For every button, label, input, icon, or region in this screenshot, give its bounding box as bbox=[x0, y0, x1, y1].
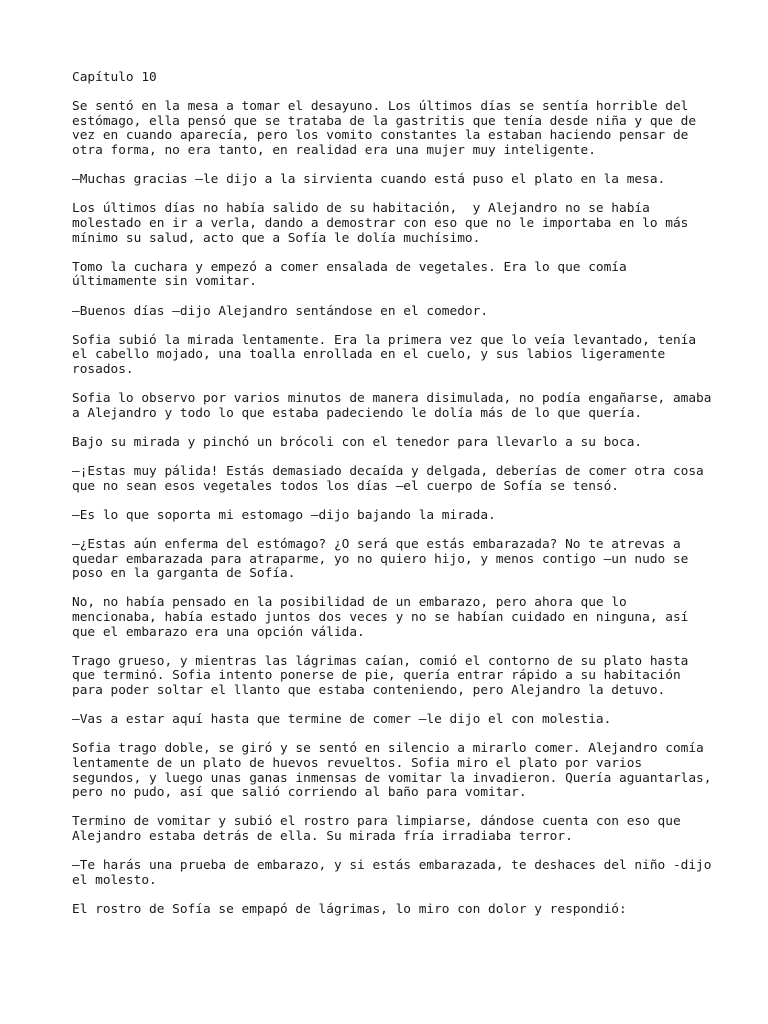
paragraph bbox=[72, 391, 712, 421]
text-line: Tomo la cuchara y empezó a comer ensalada de vegetales. Era lo que comía bbox=[72, 259, 627, 275]
text-line: Los últimos días no había salido de su habitación, y Alejandro no se había bbox=[72, 201, 650, 217]
paragraph bbox=[72, 713, 702, 728]
text-line: mínimo su salud, acto que a Sofía le dolía muchísimo. bbox=[72, 230, 481, 246]
paragraph bbox=[72, 100, 702, 158]
text-line: poso en la garganta de Sofía. bbox=[72, 566, 296, 582]
text-line: —Buenos días —dijo Alejandro sentándose en el comedor. bbox=[72, 303, 489, 319]
text-line: Trago grueso, y mientras las lágrimas caían, comió el contorno de su plato hasta bbox=[72, 653, 689, 669]
paragraph bbox=[72, 261, 702, 290]
text-line: estómago, ella pensó que se trataba de la gastritis que tenía desde niña y que de bbox=[72, 113, 697, 129]
text-line: —Muchas gracias —le dijo a la sirvienta cuando está puso el plato en la mesa. bbox=[72, 172, 666, 188]
text-line: que el embarazo era una opción válida. bbox=[72, 624, 365, 640]
text-line: que no sean esos vegetales todos los días —el cuerpo de Sofía se tensó. bbox=[72, 478, 620, 494]
text-line: rosados. bbox=[72, 361, 134, 377]
paragraph bbox=[72, 655, 702, 699]
paragraph bbox=[72, 741, 712, 801]
text-line: Bajo su mirada y pinchó un brócoli con el tenedor para llevarlo a su boca. bbox=[72, 434, 643, 450]
chapter-title: Capítulo 10 bbox=[72, 70, 157, 85]
text-line: que terminó. Sofia intento ponerse de pie, quería entrar rápido a su habitación bbox=[72, 668, 681, 684]
document-body bbox=[72, 99, 712, 917]
text-line: el cabello mojado, una toalla enrollada en el cuelo, y sus labios ligeramente bbox=[72, 347, 666, 363]
paragraph bbox=[72, 334, 702, 378]
text-line: para poder soltar el llanto que estaba conteniendo, pero Alejandro la detuvo. bbox=[72, 682, 666, 698]
paragraph bbox=[72, 815, 702, 844]
paragraph bbox=[72, 596, 702, 640]
text-line: quedar embarazada para atraparme, yo no quiero hijo, y menos contigo —un nudo se bbox=[72, 551, 689, 567]
text-line: —¿Estas aún enferma del estómago? ¿O será que estás embarazada? No te atrevas a bbox=[72, 537, 681, 552]
text-line: pero no pudo, así que salió corriendo al baño para vomitar. bbox=[72, 785, 527, 801]
text-line: segundos, y luego unas ganas inmensas de vomitar la invadieron. Quería aguantarlas, bbox=[72, 770, 712, 786]
text-line: mencionaba, había estado juntos dos veces y no se habían cuidado en ninguna, así bbox=[72, 609, 689, 625]
text-line: El rostro de Sofía se empapó de lágrimas, lo miro con dolor y respondió: bbox=[72, 901, 627, 917]
paragraph bbox=[72, 465, 702, 494]
text-line: —Es lo que soporta mi estomago —dijo bajando la mirada. bbox=[72, 507, 496, 523]
text-line: vez en cuando aparecía, pero los vomito constantes la estaban haciendo pensar de bbox=[72, 128, 689, 144]
text-line: —Vas a estar aquí hasta que termine de comer —le dijo el con molestia. bbox=[72, 712, 612, 728]
paragraph bbox=[72, 538, 702, 582]
text-line: Termino de vomitar y subió el rostro para limpiarse, dándose cuenta con eso que bbox=[72, 814, 681, 830]
text-line: Se sentó en la mesa a tomar el desayuno. Los últimos días se sentía horrible del bbox=[72, 99, 689, 115]
text-line: Sofia lo observo por varios minutos de manera disimulada, no podía engañarse, amaba bbox=[72, 391, 712, 407]
text-line: No, no había pensado en la posibilidad de un embarazo, pero ahora que lo bbox=[72, 595, 627, 611]
paragraph bbox=[72, 173, 702, 188]
text-line: —Te harás una prueba de embarazo, y si estás embarazada, te deshaces del niño -dijo bbox=[72, 858, 712, 874]
text-line: a Alejandro y todo lo que estaba padeciendo le dolía más de lo que quería. bbox=[72, 405, 643, 421]
text-line: el molesto. bbox=[72, 872, 157, 888]
paragraph bbox=[72, 436, 702, 451]
paragraph bbox=[72, 202, 702, 246]
paragraph bbox=[72, 509, 702, 524]
paragraph bbox=[72, 858, 712, 888]
text-line: últimamente sin vomitar. bbox=[72, 274, 257, 290]
paragraph bbox=[72, 305, 702, 320]
document-page bbox=[72, 70, 712, 932]
text-line: Alejandro estaba detrás de ella. Su mirada fría irradiaba terror. bbox=[72, 828, 573, 844]
paragraph bbox=[72, 903, 702, 918]
text-line: lentamente de un plato de huevos revueltos. Sofia miro el plato por varios bbox=[72, 755, 643, 771]
text-line: Sofia trago doble, se giró y se sentó en silencio a mirarlo comer. Alejandro comía bbox=[72, 741, 704, 757]
text-line: otra forma, no era tanto, en realidad era una mujer muy inteligente. bbox=[72, 142, 596, 158]
text-line: molestado en ir a verla, dando a demostrar con eso que no le importaba en lo más bbox=[72, 215, 689, 231]
text-line: —¡Estas muy pálida! Estás demasiado decaída y delgada, deberías de comer otra cosa bbox=[72, 464, 704, 480]
text-line: Sofia subió la mirada lentamente. Era la primera vez que lo veía levantado, tenía bbox=[72, 332, 697, 348]
